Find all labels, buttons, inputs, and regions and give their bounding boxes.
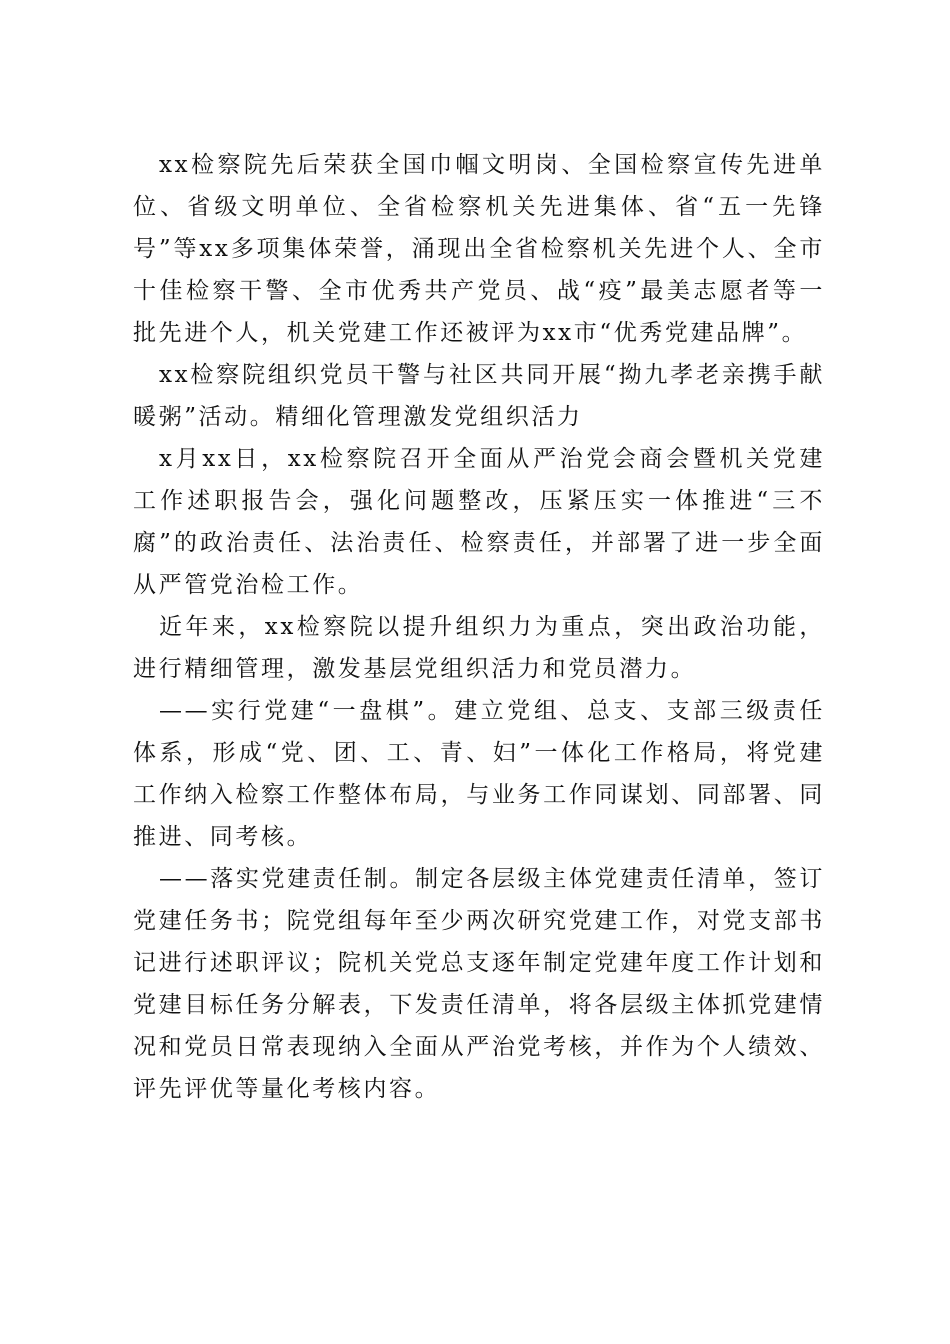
paragraph-honors: xx检察院先后荣获全国巾帼文明岗、全国检察宣传先进单位、省级文明单位、全省检察机关先进集体、省“五一先锋号”等xx多项集体荣誉，涌现出全省检察机关先进个人、全市十佳检察干警、全市优秀共产党员、战“疫”最美志愿者等一批先进个人，机关党建工作还被评为xx市“优秀党建品牌”。 (133, 152, 825, 346)
paragraph-responsibility-system: ——落实党建责任制。制定各层级主体党建责任清单，签订党建任务书；院党组每年至少两次研究党建工作，对党支部书记进行述职评议；院机关党总支逐年制定党建年度工作计划和党建目标任务分解表，下发责任清单，将各层级主体抓党建情况和党员日常表现纳入全面从严治党考核，并作为个人绩效、评先评优等量化考核内容。 (133, 866, 825, 1102)
paragraph-one-chessboard: ——实行党建“一盘棋”。建立党组、总支、支部三级责任体系，形成“党、团、工、青、妇”一体化工作格局，将党建工作纳入检察工作整体布局，与业务工作同谋划、同部署、同推进、同考核。 (133, 698, 825, 850)
paragraph-meeting: x月xx日，xx检察院召开全面从严治党会商会暨机关党建工作述职报告会，强化问题整改，压紧压实一体推进“三不腐”的政治责任、法治责任、检察责任，并部署了进一步全面从严管党治检工作。 (133, 446, 825, 598)
paragraph-recent-years: 近年来，xx检察院以提升组织力为重点，突出政治功能，进行精细管理，激发基层党组织活力和党员潜力。 (133, 614, 825, 682)
document-body (133, 144, 825, 1110)
paragraph-community-activity: xx检察院组织党员干警与社区共同开展“拗九孝老亲携手献暖粥”活动。精细化管理激发党组织活力 (133, 362, 825, 430)
